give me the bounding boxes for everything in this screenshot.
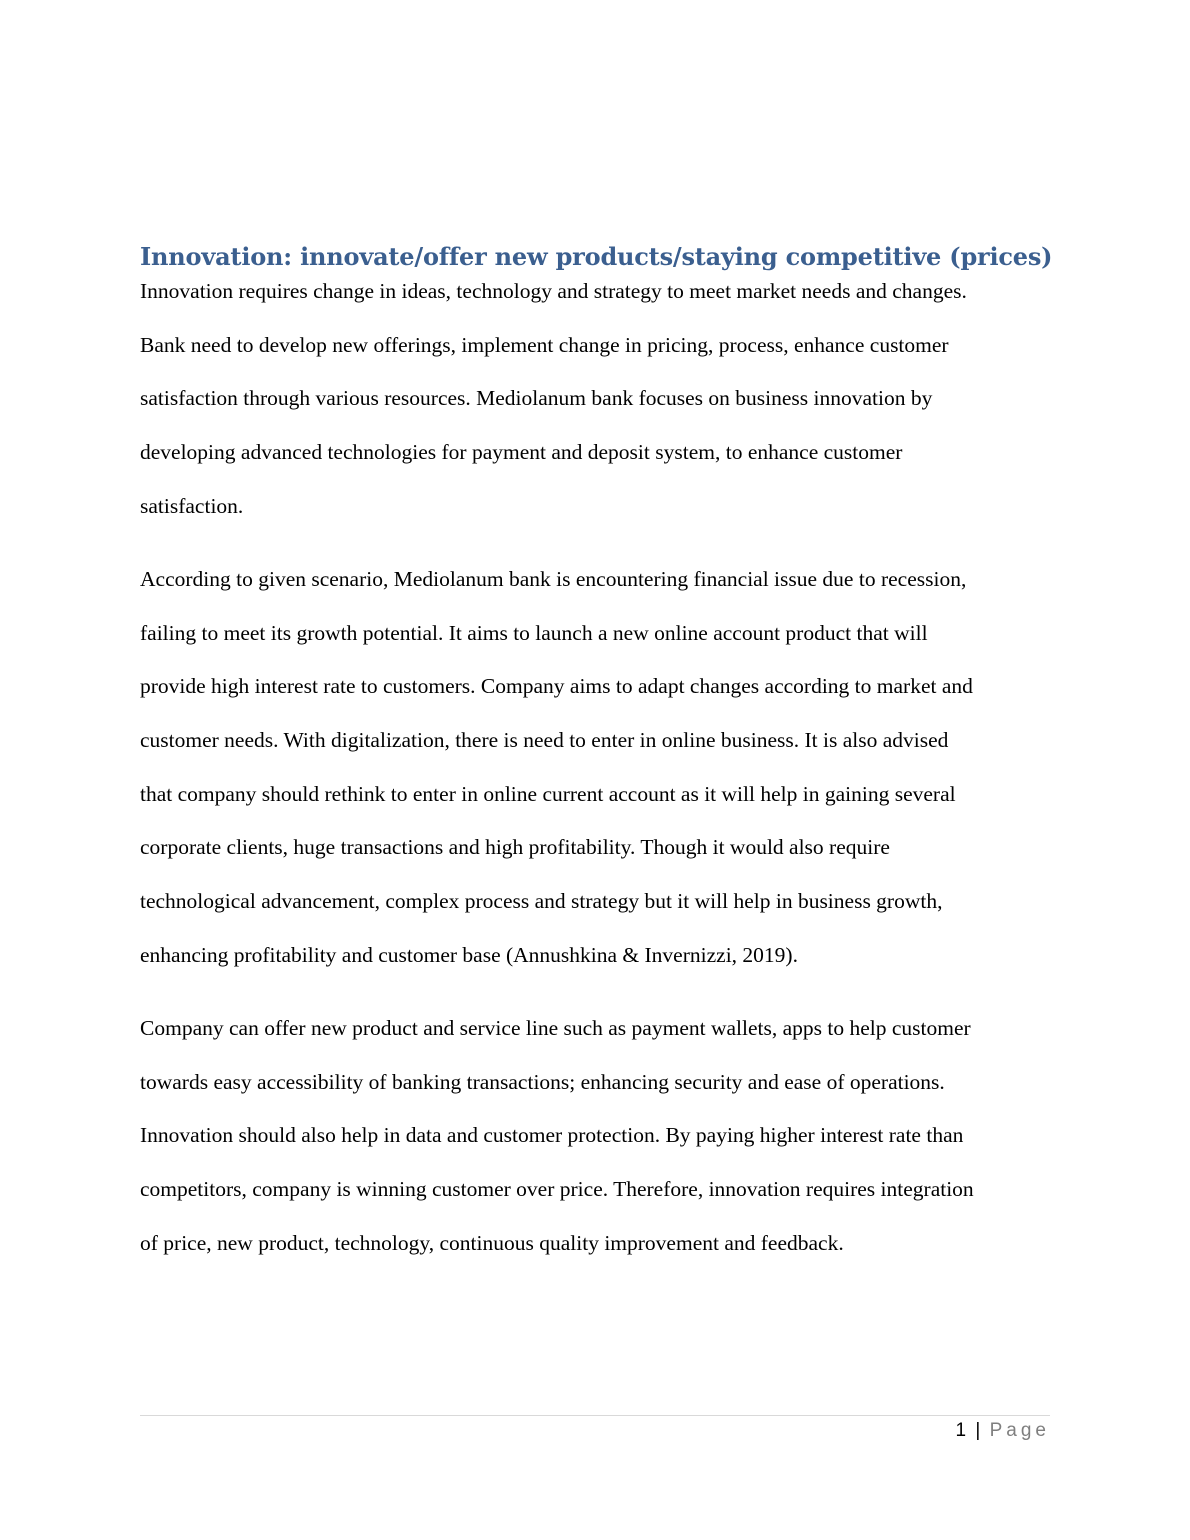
paragraph-line: competitors, company is winning customer over price. Therefore, innovation requires integration — [140, 1177, 974, 1202]
paragraph-line: technological advancement, complex process and strategy but it will help in business growth, — [140, 889, 943, 914]
paragraph-line: failing to meet its growth potential. It aims to launch a new online account product that will — [140, 620, 928, 645]
paragraph-line: provide high interest rate to customers. Company aims to adapt changes according to market and — [140, 674, 973, 699]
paragraph-line: Innovation requires change in ideas, technology and strategy to meet market needs and changes. — [140, 279, 967, 303]
paragraph-2 — [140, 562, 1060, 992]
footer-separator: | — [975, 1420, 981, 1441]
paragraph-line: customer needs. With digitalization, there is need to enter in online business. It is also advised — [140, 728, 949, 753]
paragraph-line: of price, new product, technology, continuous quality improvement and feedback. — [140, 1230, 844, 1255]
section-heading: Innovation: innovate/offer new products/staying competitive (prices) — [140, 242, 1053, 271]
footer-divider — [140, 1415, 1050, 1416]
paragraph-line: towards easy accessibility of banking transactions; enhancing security and ease of operations. — [140, 1069, 945, 1094]
page-footer — [956, 1418, 1050, 1444]
paragraph-line: developing advanced technologies for payment and deposit system, to enhance customer — [140, 440, 903, 465]
paragraph-line: According to given scenario, Mediolanum bank is encountering financial issue due to recession, — [140, 567, 967, 591]
paragraph-line: satisfaction. — [140, 493, 244, 518]
paragraph-line: satisfaction through various resources. Mediolanum bank focuses on business innovation by — [140, 386, 933, 411]
paragraph-1 — [140, 274, 1060, 542]
paragraph-line: Innovation should also help in data and customer protection. By paying higher interest rate than — [140, 1123, 964, 1148]
paragraph-line: Bank need to develop new offerings, implement change in pricing, process, enhance customer — [140, 332, 949, 357]
paragraph-3 — [140, 1011, 1060, 1279]
paragraph-line: enhancing profitability and customer base (Annushkina & Invernizzi, 2019). — [140, 942, 798, 967]
paragraph-line: corporate clients, huge transactions and high profitability. Though it would also require — [140, 835, 890, 860]
page-label: Page — [989, 1420, 1050, 1441]
page-number: 1 — [955, 1420, 967, 1441]
paragraph-line: that company should rethink to enter in online current account as it will help in gaining several — [140, 781, 956, 806]
paragraph-line: Company can offer new product and service line such as payment wallets, apps to help customer — [140, 1016, 971, 1040]
